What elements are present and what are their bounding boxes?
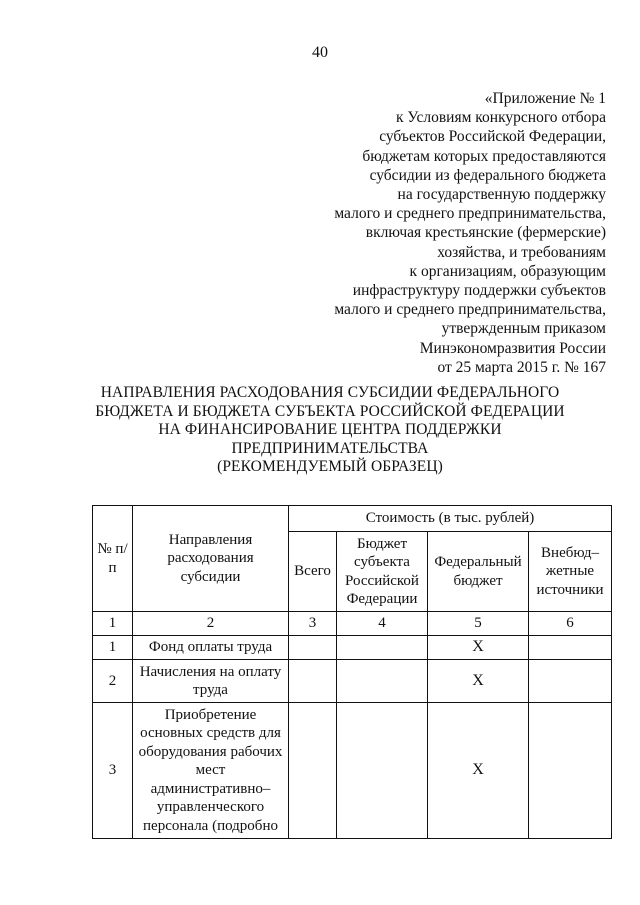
appendix-note <box>276 89 606 377</box>
appendix-line: «Приложение № 1 <box>484 90 606 107</box>
row-total <box>289 660 337 703</box>
row-num: 2 <box>93 660 133 703</box>
title-line: НА ФИНАНСИРОВАНИЕ ЦЕНТРА ПОДДЕРЖКИ <box>158 421 502 439</box>
row-direction: Приобретение основных средств для оборудования рабочих мест административно–управленческого персонала (подробно <box>133 703 289 839</box>
column-number: 5 <box>428 612 529 636</box>
header-total: Всего <box>289 532 337 612</box>
column-number: 4 <box>337 612 428 636</box>
column-number: 3 <box>289 612 337 636</box>
row-extra <box>529 660 612 703</box>
appendix-line: утвержденным приказом <box>441 320 606 338</box>
appendix-line: малого и среднего предпринимательства, <box>334 205 606 223</box>
row-direction: Фонд оплаты труда <box>133 636 289 660</box>
appendix-line: к организациям, образующим <box>409 262 606 280</box>
header-regional-budget: Бюджет субъекта Российской Федерации <box>337 532 428 612</box>
row-regional <box>337 703 428 839</box>
appendix-line: субсидии из федерального бюджета <box>369 166 606 184</box>
table-row <box>93 636 612 660</box>
column-number: 2 <box>133 612 289 636</box>
row-federal: Х <box>428 636 529 660</box>
title-line: НАПРАВЛЕНИЯ РАСХОДОВАНИЯ СУБСИДИИ ФЕДЕРАЛЬНОГО <box>100 384 560 401</box>
appendix-line: Минэкономразвития России <box>419 339 606 357</box>
row-extra <box>529 636 612 660</box>
title-line: БЮДЖЕТА И БЮДЖЕТА СУБЪЕКТА РОССИЙСКОЙ ФЕДЕРАЦИИ <box>95 402 565 420</box>
row-num: 1 <box>93 636 133 660</box>
header-direction: Направления расходования субсидии <box>133 506 289 612</box>
table-row <box>93 703 612 839</box>
header-extra-budget: Внебюд–жетные источники <box>529 532 612 612</box>
appendix-line: хозяйства, и требованиям <box>437 243 606 261</box>
appendix-line: субъектов Российской Федерации, <box>379 128 606 146</box>
header-federal-budget: Федеральный бюджет <box>428 532 529 612</box>
table-header-row <box>93 506 612 532</box>
row-regional <box>337 636 428 660</box>
document-title <box>80 384 580 477</box>
row-total <box>289 703 337 839</box>
row-direction: Начисления на оплату труда <box>133 660 289 703</box>
appendix-line: малого и среднего предпринимательства, <box>334 301 606 319</box>
column-number: 1 <box>93 612 133 636</box>
header-num: № п/п <box>93 506 133 612</box>
column-number: 6 <box>529 612 612 636</box>
appendix-line: от 25 марта 2015 г. № 167 <box>437 358 606 376</box>
appendix-line: на государственную поддержку <box>397 186 606 204</box>
column-number-row <box>93 612 612 636</box>
table-row <box>93 660 612 703</box>
appendix-line: к Условиям конкурсного отбора <box>395 109 606 127</box>
page-number: 40 <box>312 44 328 61</box>
appendix-line: бюджетам которых предоставляются <box>362 147 606 165</box>
expenditure-table <box>92 505 612 839</box>
row-federal: Х <box>428 660 529 703</box>
row-regional <box>337 660 428 703</box>
appendix-line: включая крестьянские (фермерские) <box>365 224 606 242</box>
row-num: 3 <box>93 703 133 839</box>
title-line: (РЕКОМЕНДУЕМЫЙ ОБРАЗЕЦ) <box>217 458 443 476</box>
row-extra <box>529 703 612 839</box>
header-cost-group: Стоимость (в тыс. рублей) <box>289 506 612 532</box>
appendix-line: инфраструктуру поддержки субъектов <box>352 282 606 300</box>
row-federal: Х <box>428 703 529 839</box>
title-line: ПРЕДПРИНИМАТЕЛЬСТВА <box>231 439 429 457</box>
row-total <box>289 636 337 660</box>
